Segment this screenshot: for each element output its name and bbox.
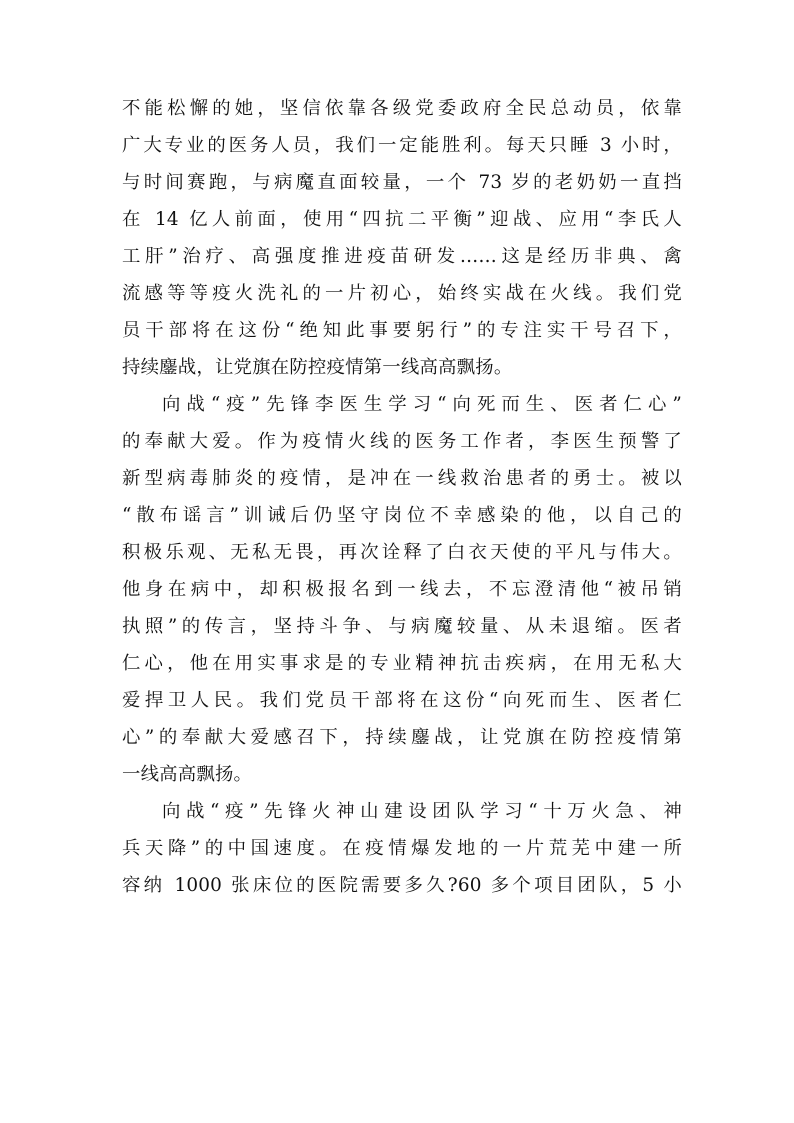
text-line: 仁心，他在用实事求是的专业精神抗击疾病，在用无私大 [122,653,682,674]
text-line: 爱捍卫人民。我们党员干部将在这份“向死而生、医者仁 [122,690,682,711]
text-line: 他身在病中，却积极报名到一线去，不忘澄清他“被吊销 [122,579,682,600]
text-line: 广大专业的医务人员，我们一定能胜利。每天只睡 3 小时， [122,135,682,156]
text-line: 新型病毒肺炎的疫情，是冲在一线救治患者的勇士。被以 [122,468,682,489]
text-line: 流感等等疫火洗礼的一片初心，始终实战在火线。我们党 [122,283,682,304]
text-line: “散布谣言”训诫后仍坚守岗位不幸感染的他，以自己的 [122,505,682,526]
text-line: 兵天降”的中国速度。在疫情爆发地的一片荒芜中建一所 [122,838,682,859]
paragraph-start-line: 向战“疫”先锋李医生学习“向死而生、医者仁心” [162,394,682,415]
text-line: 心”的奉献大爱感召下，持续鏖战，让党旗在防控疫情第 [122,727,682,748]
text-line: 容纳 1000 张床位的医院需要多久?60 多个项目团队，5 小 [122,875,682,896]
text-line: 与时间赛跑，与病魔直面较量，一个 73 岁的老奶奶一直挡 [122,172,682,193]
text-line: 的奉献大爱。作为疫情火线的医务工作者，李医生预警了 [122,431,682,452]
paragraph-start-line: 向战“疫”先锋火神山建设团队学习“十万火急、神 [162,801,682,822]
text-line: 在 14 亿人前面，使用“四抗二平衡”迎战、应用“李氏人 [122,209,682,230]
text-line: 员干部将在这份“绝知此事要躬行”的专注实干号召下， [122,320,682,341]
text-line: 工肝”治疗、高强度推进疫苗研发……这是经历非典、禽 [122,246,682,267]
text-line: 持续鏖战，让党旗在防控疫情第一线高高飘扬。 [122,357,513,378]
text-line: 不能松懈的她，坚信依靠各级党委政府全民总动员，依靠 [122,98,682,119]
text-line: 执照”的传言，坚持斗争、与病魔较量、从未退缩。医者 [122,616,682,637]
text-line: 积极乐观、无私无畏，再次诠释了白衣天使的平凡与伟大。 [122,542,682,563]
body-text [122,90,682,904]
text-line: 一线高高飘扬。 [122,764,253,785]
